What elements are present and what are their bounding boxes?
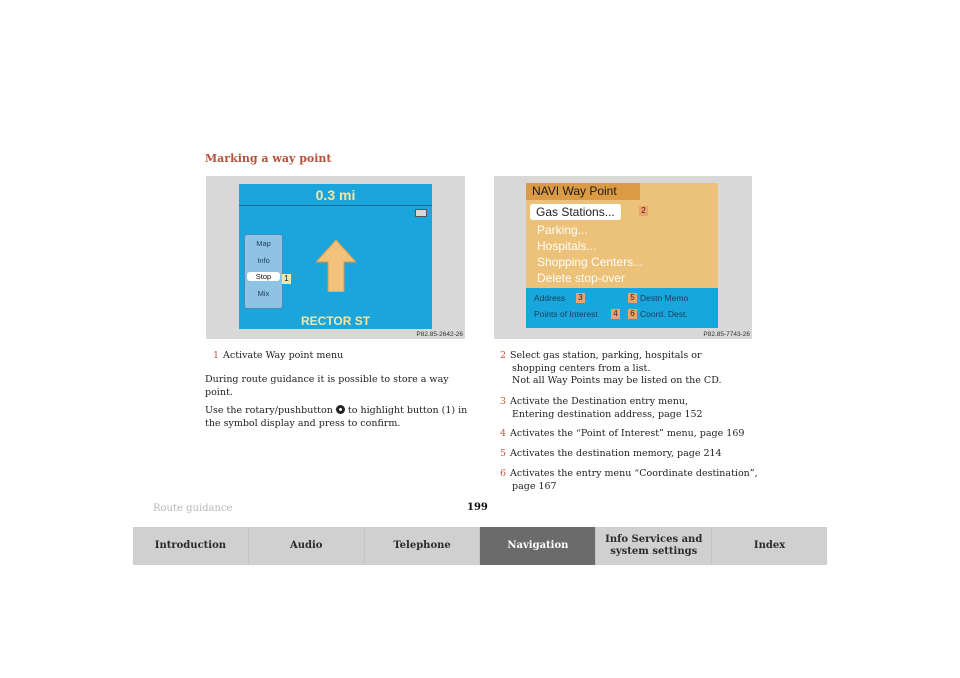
paragraph-instructions [205,405,470,430]
step-text: Activate the Destination entry menu, [510,396,688,407]
coordinate-destination-button[interactable]: Coord. Dest. [640,309,688,319]
step-text: Activates the entry menu “Coordinate destination”, [510,468,758,479]
callout-marker: 3 [576,293,585,303]
menu-item-info[interactable]: Info [257,256,270,265]
tab-audio[interactable]: Audio [248,527,364,565]
figure-waypoint-menu [494,176,752,339]
menu-item-map[interactable]: Map [256,239,271,248]
destination-memo-button[interactable]: Destn Memo [640,293,689,303]
option-shopping-centers[interactable]: Shopping Centers... [537,255,644,269]
option-delete-stop-over[interactable]: Delete stop-over [537,271,626,285]
step-number: 6 [500,468,507,479]
chapter-tabs [133,527,827,565]
step-text: Activate Way point menu [223,350,344,361]
figure-caption: P82.85-2642-26 [416,331,463,338]
option-hospitals[interactable]: Hospitals... [537,239,597,253]
tab-telephone[interactable]: Telephone [364,527,480,565]
menu-item-stop[interactable]: Stop [247,272,280,281]
poi-button[interactable]: Points of Interest [534,309,598,319]
street-name: RECTOR ST [300,314,371,328]
distance-readout: 0.3 mi [315,187,356,203]
callout-marker: 5 [628,293,637,303]
step-text: Activates the destination memory, page 214 [510,448,722,459]
section-label: Route guidance [153,503,233,514]
section-heading: Marking a way point [205,152,332,165]
divider [239,205,432,206]
step-text: Select gas station, parking, hospitals or [510,350,702,361]
step-text: shopping centers from a list. [512,362,651,374]
step-2 [500,350,760,388]
callout-marker: 6 [628,309,637,319]
step-text: page 167 [512,480,557,492]
figure-navigation-display [206,176,465,339]
step-number: 2 [500,350,507,361]
rotary-pushbutton-icon [336,405,345,414]
menu-item-mix[interactable]: Mix [257,289,270,298]
paragraph-waypoint-info: During route guidance it is possible to store a way point. [205,374,449,398]
step-number: 5 [500,448,507,459]
screen-title: NAVI Way Point [526,183,640,200]
direction-arrow-icon [316,240,356,292]
step-4 [500,428,760,441]
tab-info-services[interactable]: Info Services and system settings [595,527,711,565]
callout-marker: 4 [611,309,620,319]
instruction-text: to highlight button (1) in the symbol display and press to confirm. [205,405,468,429]
step-6 [500,468,760,493]
step-text: Entering destination address, page 152 [512,408,703,420]
step-text: Activates the “Point of Interest” menu, page 169 [510,428,745,439]
step-5 [500,448,760,461]
callout-marker: 2 [639,206,648,216]
cd-icon [415,209,427,217]
destination-bar [526,288,718,328]
step-number: 3 [500,396,507,407]
tab-index[interactable]: Index [711,527,827,565]
instruction-text: Use the rotary/pushbutton [205,405,333,416]
step-number: 4 [500,428,507,439]
callout-marker: 1 [282,274,291,284]
step-1 [213,350,468,363]
waypoint-screen [526,183,718,328]
tab-introduction[interactable]: Introduction [133,527,248,565]
option-parking[interactable]: Parking... [537,223,588,237]
step-3 [500,396,760,421]
navigation-screen [239,184,432,329]
option-gas-stations[interactable]: Gas Stations... [530,204,621,220]
figure-caption: P82.85-7743-26 [703,331,750,338]
address-button[interactable]: Address [534,293,566,303]
step-number: 1 [213,350,220,361]
step-text: Not all Way Points may be listed on the CD. [512,375,722,386]
tab-navigation[interactable]: Navigation [479,527,595,565]
symbol-menu [244,234,283,309]
page-number: 199 [467,502,488,513]
